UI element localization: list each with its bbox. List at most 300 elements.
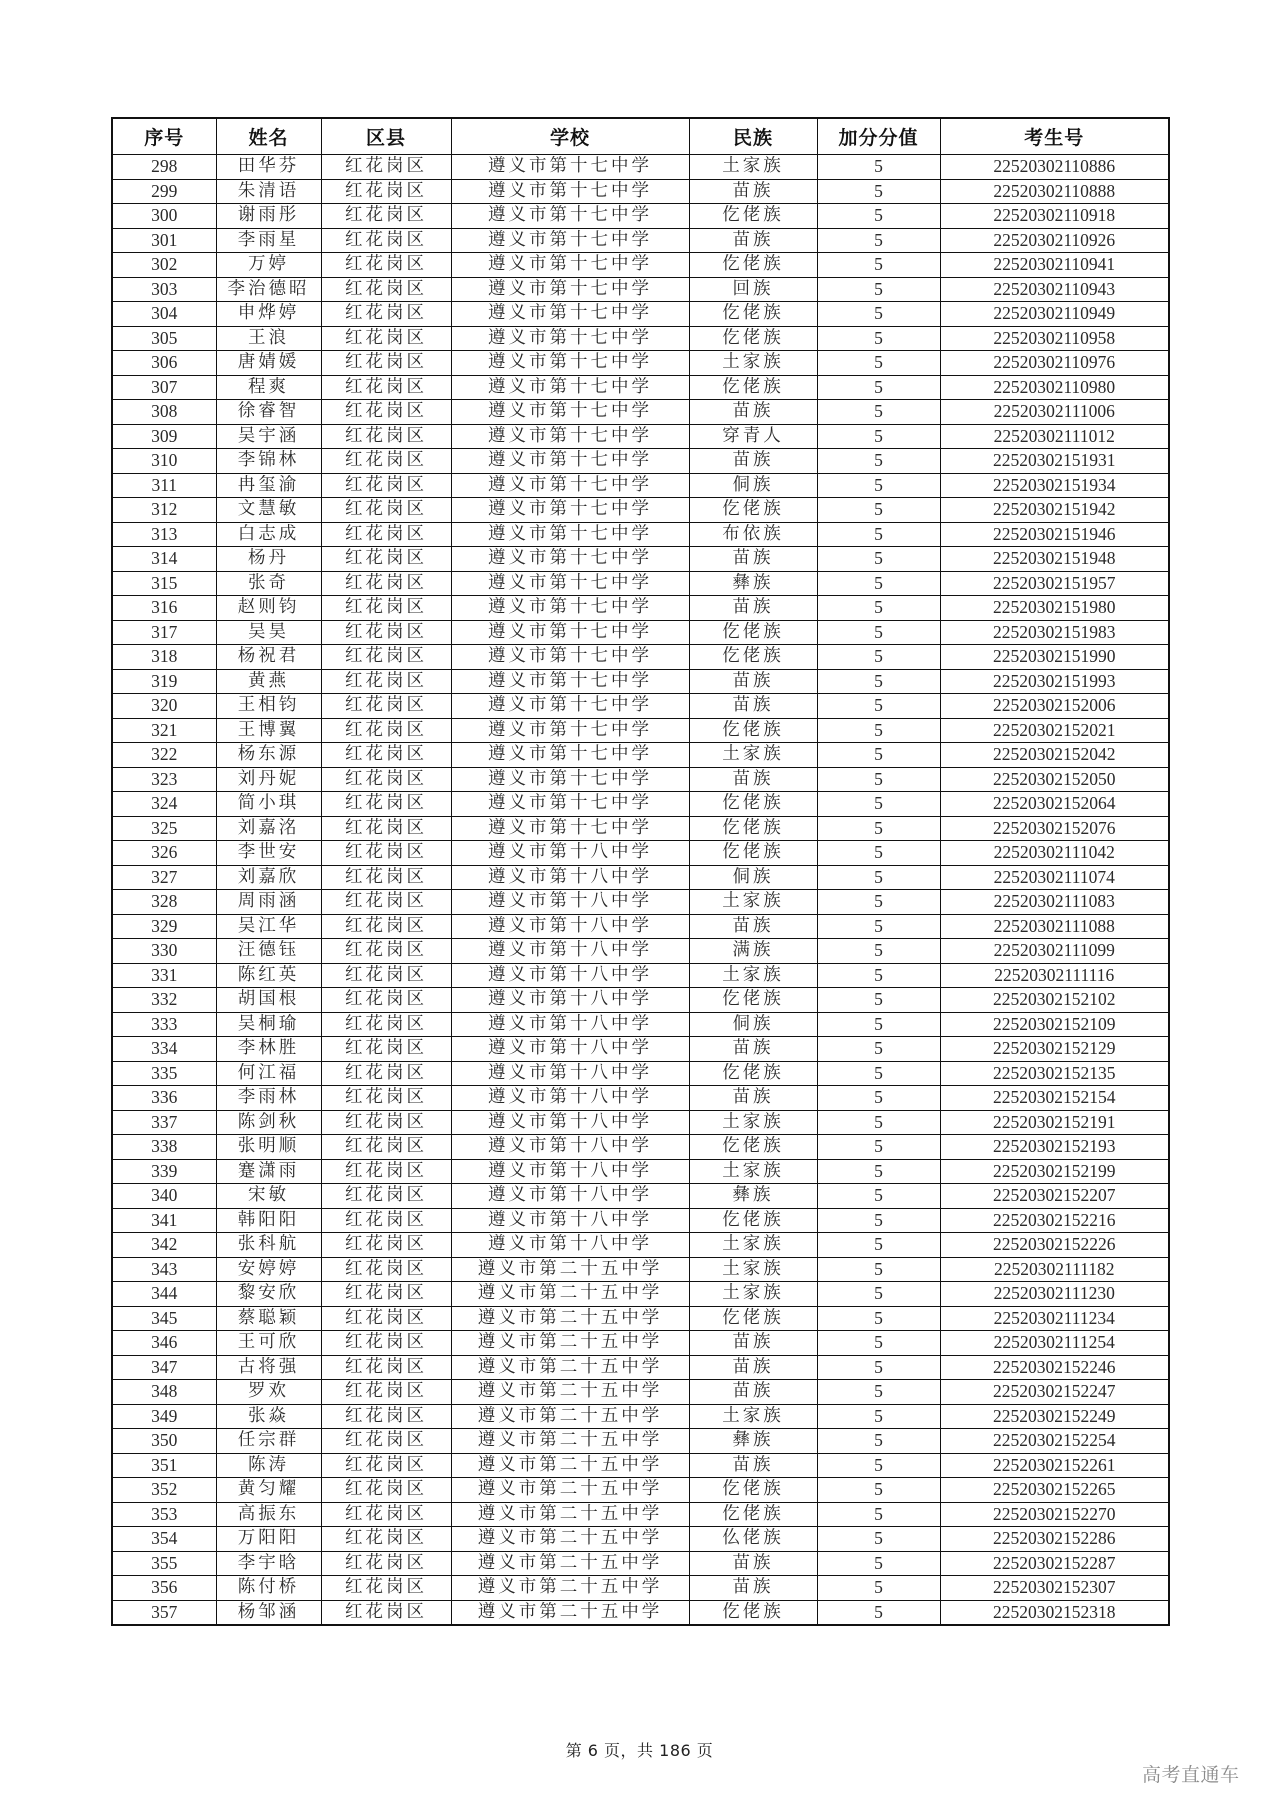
cell-district: 红花岗区 [321,1355,451,1380]
cell-name: 万阳阳 [216,1527,321,1552]
table-row [112,1208,1169,1233]
cell-school: 遵义市第十七中学 [451,302,689,327]
watermark: 高考直通车 [1142,1764,1240,1786]
cell-bonus-points: 5 [817,645,940,670]
cell-serial: 346 [112,1331,216,1356]
cell-name: 吴昊 [216,620,321,645]
cell-district: 红花岗区 [321,1159,451,1184]
cell-serial: 328 [112,890,216,915]
cell-school: 遵义市第十八中学 [451,988,689,1013]
cell-ethnicity: 仡佬族 [689,326,817,351]
cell-name: 陈付桥 [216,1576,321,1601]
cell-school: 遵义市第十七中学 [451,179,689,204]
cell-bonus-points: 5 [817,1061,940,1086]
cell-exam-number: 22520302110976 [940,351,1169,376]
cell-name: 陈红英 [216,963,321,988]
cell-bonus-points: 5 [817,449,940,474]
cell-school: 遵义市第二十五中学 [451,1380,689,1405]
cell-school: 遵义市第二十五中学 [451,1257,689,1282]
cell-exam-number: 22520302152064 [940,792,1169,817]
cell-school: 遵义市第十八中学 [451,1037,689,1062]
table-header-row [112,118,1169,155]
cell-name: 张明顺 [216,1135,321,1160]
cell-bonus-points: 5 [817,1453,940,1478]
table-row [112,228,1169,253]
cell-district: 红花岗区 [321,1208,451,1233]
cell-exam-number: 22520302152307 [940,1576,1169,1601]
cell-ethnicity: 苗族 [689,1037,817,1062]
cell-serial: 348 [112,1380,216,1405]
cell-ethnicity: 仡佬族 [689,1306,817,1331]
cell-name: 高振东 [216,1502,321,1527]
cell-serial: 334 [112,1037,216,1062]
cell-school: 遵义市第十八中学 [451,1184,689,1209]
table-row [112,890,1169,915]
cell-district: 红花岗区 [321,1453,451,1478]
cell-bonus-points: 5 [817,1184,940,1209]
cell-exam-number: 22520302152006 [940,694,1169,719]
table-row [112,1355,1169,1380]
cell-school: 遵义市第二十五中学 [451,1453,689,1478]
cell-bonus-points: 5 [817,743,940,768]
cell-exam-number: 22520302152247 [940,1380,1169,1405]
cell-district: 红花岗区 [321,375,451,400]
cell-bonus-points: 5 [817,620,940,645]
cell-ethnicity: 苗族 [689,547,817,572]
cell-name: 田华芬 [216,155,321,180]
cell-serial: 337 [112,1110,216,1135]
cell-exam-number: 22520302111116 [940,963,1169,988]
cell-exam-number: 22520302151934 [940,473,1169,498]
cell-bonus-points: 5 [817,1208,940,1233]
cell-serial: 357 [112,1600,216,1625]
cell-serial: 315 [112,571,216,596]
cell-ethnicity: 仡佬族 [689,645,817,670]
cell-ethnicity: 苗族 [689,179,817,204]
cell-district: 红花岗区 [321,547,451,572]
cell-ethnicity: 仡佬族 [689,988,817,1013]
cell-bonus-points: 5 [817,718,940,743]
cell-district: 红花岗区 [321,1184,451,1209]
cell-serial: 311 [112,473,216,498]
cell-school: 遵义市第二十五中学 [451,1576,689,1601]
cell-name: 刘丹妮 [216,767,321,792]
table-row [112,1331,1169,1356]
cell-name: 李治德昭 [216,277,321,302]
cell-serial: 356 [112,1576,216,1601]
cell-bonus-points: 5 [817,767,940,792]
cell-name: 黎安欣 [216,1282,321,1307]
column-header-exam-number: 考生号 [940,118,1169,155]
cell-school: 遵义市第二十五中学 [451,1502,689,1527]
table-row [112,841,1169,866]
cell-school: 遵义市第二十五中学 [451,1551,689,1576]
cell-name: 周雨涵 [216,890,321,915]
cell-exam-number: 22520302152216 [940,1208,1169,1233]
table-row [112,1086,1169,1111]
cell-serial: 303 [112,277,216,302]
cell-bonus-points: 5 [817,375,940,400]
cell-district: 红花岗区 [321,988,451,1013]
cell-serial: 344 [112,1282,216,1307]
cell-exam-number: 22520302110980 [940,375,1169,400]
cell-bonus-points: 5 [817,498,940,523]
cell-serial: 306 [112,351,216,376]
cell-school: 遵义市第十八中学 [451,1110,689,1135]
column-header-district: 区县 [321,118,451,155]
table-row [112,767,1169,792]
cell-school: 遵义市第十七中学 [451,694,689,719]
cell-exam-number: 22520302152021 [940,718,1169,743]
cell-bonus-points: 5 [817,669,940,694]
cell-name: 王相钧 [216,694,321,719]
table-row [112,620,1169,645]
cell-exam-number: 22520302152129 [940,1037,1169,1062]
cell-serial: 338 [112,1135,216,1160]
cell-school: 遵义市第十八中学 [451,1208,689,1233]
cell-name: 黄燕 [216,669,321,694]
cell-serial: 333 [112,1012,216,1037]
cell-name: 王可欣 [216,1331,321,1356]
cell-bonus-points: 5 [817,1600,940,1625]
cell-name: 任宗群 [216,1429,321,1454]
cell-bonus-points: 5 [817,400,940,425]
cell-ethnicity: 土家族 [689,743,817,768]
cell-district: 红花岗区 [321,1600,451,1625]
cell-serial: 329 [112,914,216,939]
cell-district: 红花岗区 [321,743,451,768]
cell-exam-number: 22520302152042 [940,743,1169,768]
cell-name: 吴桐瑜 [216,1012,321,1037]
column-header-school: 学校 [451,118,689,155]
cell-school: 遵义市第十七中学 [451,400,689,425]
cell-ethnicity: 仡佬族 [689,253,817,278]
table-row [112,498,1169,523]
cell-name: 张奇 [216,571,321,596]
cell-bonus-points: 5 [817,1551,940,1576]
cell-serial: 308 [112,400,216,425]
cell-exam-number: 22520302111042 [940,841,1169,866]
table-row [112,253,1169,278]
cell-serial: 309 [112,424,216,449]
cell-district: 红花岗区 [321,645,451,670]
cell-school: 遵义市第十八中学 [451,1086,689,1111]
cell-district: 红花岗区 [321,620,451,645]
cell-exam-number: 22520302110886 [940,155,1169,180]
table-row [112,277,1169,302]
cell-school: 遵义市第十七中学 [451,473,689,498]
cell-exam-number: 22520302152109 [940,1012,1169,1037]
table-row [112,1576,1169,1601]
cell-exam-number: 22520302110926 [940,228,1169,253]
cell-bonus-points: 5 [817,1355,940,1380]
cell-exam-number: 22520302111012 [940,424,1169,449]
cell-district: 红花岗区 [321,155,451,180]
cell-name: 朱清语 [216,179,321,204]
cell-district: 红花岗区 [321,1037,451,1062]
cell-exam-number: 22520302110949 [940,302,1169,327]
table-row [112,865,1169,890]
cell-school: 遵义市第十八中学 [451,1135,689,1160]
cell-serial: 321 [112,718,216,743]
cell-district: 红花岗区 [321,1086,451,1111]
cell-ethnicity: 苗族 [689,596,817,621]
cell-serial: 350 [112,1429,216,1454]
cell-bonus-points: 5 [817,228,940,253]
cell-district: 红花岗区 [321,865,451,890]
cell-school: 遵义市第十七中学 [451,228,689,253]
cell-school: 遵义市第十七中学 [451,669,689,694]
cell-serial: 340 [112,1184,216,1209]
cell-ethnicity: 苗族 [689,694,817,719]
table-row [112,1306,1169,1331]
cell-exam-number: 22520302152135 [940,1061,1169,1086]
cell-ethnicity: 仡佬族 [689,302,817,327]
cell-bonus-points: 5 [817,424,940,449]
cell-serial: 347 [112,1355,216,1380]
table-row [112,1012,1169,1037]
cell-ethnicity: 苗族 [689,228,817,253]
cell-bonus-points: 5 [817,816,940,841]
cell-bonus-points: 5 [817,326,940,351]
cell-ethnicity: 土家族 [689,1257,817,1282]
cell-bonus-points: 5 [817,865,940,890]
cell-exam-number: 22520302152193 [940,1135,1169,1160]
cell-school: 遵义市第二十五中学 [451,1306,689,1331]
cell-school: 遵义市第十七中学 [451,351,689,376]
cell-district: 红花岗区 [321,1502,451,1527]
cell-bonus-points: 5 [817,1404,940,1429]
cell-school: 遵义市第十七中学 [451,718,689,743]
cell-name: 何江福 [216,1061,321,1086]
cell-district: 红花岗区 [321,694,451,719]
page-number: 第 6 页，共 186 页 [565,1741,714,1760]
cell-name: 汪德钰 [216,939,321,964]
cell-school: 遵义市第十七中学 [451,204,689,229]
cell-exam-number: 22520302152102 [940,988,1169,1013]
cell-serial: 342 [112,1233,216,1258]
cell-bonus-points: 5 [817,302,940,327]
table-row [112,645,1169,670]
cell-school: 遵义市第十七中学 [451,326,689,351]
cell-name: 谢雨彤 [216,204,321,229]
cell-school: 遵义市第十七中学 [451,792,689,817]
cell-district: 红花岗区 [321,1061,451,1086]
cell-exam-number: 22520302151931 [940,449,1169,474]
cell-ethnicity: 苗族 [689,400,817,425]
cell-ethnicity: 彝族 [689,1429,817,1454]
cell-district: 红花岗区 [321,1012,451,1037]
cell-school: 遵义市第十八中学 [451,1061,689,1086]
cell-school: 遵义市第二十五中学 [451,1478,689,1503]
cell-district: 红花岗区 [321,522,451,547]
cell-bonus-points: 5 [817,1380,940,1405]
cell-serial: 318 [112,645,216,670]
cell-school: 遵义市第十七中学 [451,547,689,572]
cell-exam-number: 22520302152246 [940,1355,1169,1380]
cell-school: 遵义市第十八中学 [451,1233,689,1258]
cell-name: 张焱 [216,1404,321,1429]
cell-exam-number: 22520302111088 [940,914,1169,939]
cell-ethnicity: 土家族 [689,890,817,915]
cell-district: 红花岗区 [321,1527,451,1552]
cell-ethnicity: 苗族 [689,1380,817,1405]
cell-exam-number: 22520302151946 [940,522,1169,547]
cell-ethnicity: 仡佬族 [689,1502,817,1527]
table-row [112,792,1169,817]
cell-school: 遵义市第十七中学 [451,375,689,400]
cell-exam-number: 22520302152191 [940,1110,1169,1135]
cell-district: 红花岗区 [321,351,451,376]
cell-ethnicity: 仡佬族 [689,1478,817,1503]
cell-school: 遵义市第十七中学 [451,449,689,474]
cell-exam-number: 22520302152265 [940,1478,1169,1503]
cell-name: 万婷 [216,253,321,278]
cell-serial: 300 [112,204,216,229]
cell-serial: 352 [112,1478,216,1503]
cell-serial: 301 [112,228,216,253]
table-row [112,1282,1169,1307]
cell-serial: 299 [112,179,216,204]
cell-school: 遵义市第十七中学 [451,767,689,792]
cell-school: 遵义市第十七中学 [451,596,689,621]
cell-serial: 339 [112,1159,216,1184]
cell-school: 遵义市第十七中学 [451,424,689,449]
table-row [112,1478,1169,1503]
cell-exam-number: 22520302111230 [940,1282,1169,1307]
cell-name: 吴江华 [216,914,321,939]
cell-district: 红花岗区 [321,473,451,498]
cell-name: 刘嘉洺 [216,816,321,841]
cell-name: 安婷婷 [216,1257,321,1282]
cell-exam-number: 22520302110941 [940,253,1169,278]
bonus-points-roster-table [111,117,1170,1626]
cell-bonus-points: 5 [817,547,940,572]
table-row [112,1233,1169,1258]
cell-district: 红花岗区 [321,1429,451,1454]
cell-serial: 310 [112,449,216,474]
table-row [112,449,1169,474]
cell-ethnicity: 苗族 [689,1355,817,1380]
cell-serial: 355 [112,1551,216,1576]
cell-exam-number: 22520302152207 [940,1184,1169,1209]
cell-ethnicity: 土家族 [689,963,817,988]
cell-serial: 345 [112,1306,216,1331]
cell-district: 红花岗区 [321,939,451,964]
cell-serial: 336 [112,1086,216,1111]
cell-exam-number: 22520302111083 [940,890,1169,915]
cell-name: 杨邹涵 [216,1600,321,1625]
cell-ethnicity: 仡佬族 [689,1208,817,1233]
cell-school: 遵义市第十七中学 [451,498,689,523]
cell-ethnicity: 仡佬族 [689,204,817,229]
cell-school: 遵义市第十八中学 [451,939,689,964]
cell-serial: 313 [112,522,216,547]
cell-name: 简小琪 [216,792,321,817]
cell-serial: 323 [112,767,216,792]
cell-serial: 322 [112,743,216,768]
cell-ethnicity: 苗族 [689,1576,817,1601]
cell-district: 红花岗区 [321,767,451,792]
cell-serial: 351 [112,1453,216,1478]
table-row [112,424,1169,449]
cell-exam-number: 22520302151957 [940,571,1169,596]
cell-district: 红花岗区 [321,914,451,939]
cell-exam-number: 22520302152076 [940,816,1169,841]
cell-name: 杨祝君 [216,645,321,670]
table-row [112,718,1169,743]
cell-bonus-points: 5 [817,792,940,817]
cell-ethnicity: 土家族 [689,351,817,376]
cell-serial: 312 [112,498,216,523]
table-row [112,743,1169,768]
column-header-bonus-points: 加分分值 [817,118,940,155]
cell-exam-number: 22520302111074 [940,865,1169,890]
cell-name: 赵则钧 [216,596,321,621]
cell-ethnicity: 仡佬族 [689,841,817,866]
cell-bonus-points: 5 [817,179,940,204]
cell-bonus-points: 5 [817,1110,940,1135]
cell-name: 黄匀耀 [216,1478,321,1503]
cell-bonus-points: 5 [817,1037,940,1062]
cell-district: 红花岗区 [321,963,451,988]
cell-school: 遵义市第二十五中学 [451,1282,689,1307]
cell-exam-number: 22520302151948 [940,547,1169,572]
cell-ethnicity: 土家族 [689,155,817,180]
cell-bonus-points: 5 [817,204,940,229]
cell-district: 红花岗区 [321,1110,451,1135]
cell-serial: 327 [112,865,216,890]
cell-district: 红花岗区 [321,841,451,866]
cell-school: 遵义市第十八中学 [451,865,689,890]
cell-serial: 332 [112,988,216,1013]
cell-school: 遵义市第十七中学 [451,571,689,596]
cell-school: 遵义市第十七中学 [451,253,689,278]
table-row [112,1551,1169,1576]
cell-exam-number: 22520302152226 [940,1233,1169,1258]
cell-ethnicity: 仡佬族 [689,816,817,841]
cell-school: 遵义市第十八中学 [451,841,689,866]
cell-name: 李雨林 [216,1086,321,1111]
cell-name: 王浪 [216,326,321,351]
cell-ethnicity: 仡佬族 [689,1061,817,1086]
cell-bonus-points: 5 [817,988,940,1013]
cell-name: 古将强 [216,1355,321,1380]
cell-name: 李林胜 [216,1037,321,1062]
cell-serial: 335 [112,1061,216,1086]
cell-bonus-points: 5 [817,155,940,180]
cell-name: 唐婧媛 [216,351,321,376]
cell-exam-number: 22520302152199 [940,1159,1169,1184]
cell-district: 红花岗区 [321,718,451,743]
cell-district: 红花岗区 [321,498,451,523]
cell-school: 遵义市第二十五中学 [451,1429,689,1454]
cell-ethnicity: 苗族 [689,669,817,694]
cell-bonus-points: 5 [817,1282,940,1307]
table-row [112,473,1169,498]
cell-name: 申烨婷 [216,302,321,327]
cell-name: 文慧敏 [216,498,321,523]
cell-exam-number: 22520302152050 [940,767,1169,792]
table-row [112,816,1169,841]
cell-bonus-points: 5 [817,253,940,278]
cell-serial: 317 [112,620,216,645]
cell-ethnicity: 苗族 [689,449,817,474]
cell-school: 遵义市第十八中学 [451,890,689,915]
cell-district: 红花岗区 [321,596,451,621]
table-row [112,375,1169,400]
cell-serial: 330 [112,939,216,964]
